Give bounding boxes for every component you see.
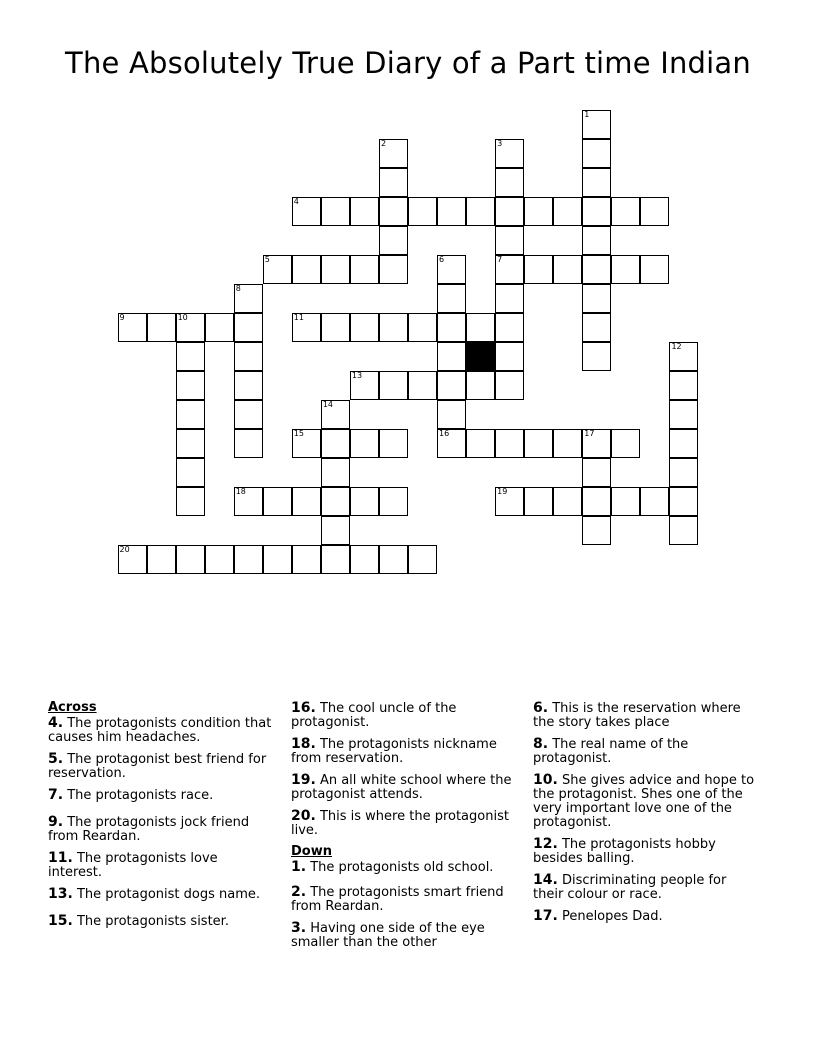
grid-cell[interactable] [379,197,408,226]
clue-text: This is the reservation where the story takes place [533,701,741,730]
grid-cell[interactable] [234,342,263,371]
grid-cell[interactable] [263,487,292,516]
clue-number: 3. [291,920,307,936]
grid-cell[interactable] [495,139,524,168]
grid-cell[interactable] [176,429,205,458]
grid-cell[interactable] [176,400,205,429]
grid-cell[interactable] [408,197,437,226]
clue-across-13 [48,887,273,902]
clue-text: The cool uncle of the protagonist. [291,701,457,730]
clue-number: 19. [291,772,316,788]
clue-text: The protagonists love interest. [48,851,218,880]
clue-down-1 [291,860,516,875]
grid-cell[interactable] [553,255,582,284]
clue-number: 6. [533,700,549,716]
grid-cell[interactable] [321,545,350,574]
grid-cell[interactable] [611,429,640,458]
clue-across-16 [291,701,516,730]
grid-cell[interactable] [321,255,350,284]
black-square [466,342,495,371]
grid-cell[interactable] [495,313,524,342]
clue-column-3 [533,701,758,931]
grid-cell[interactable] [379,487,408,516]
clue-number: 11. [48,850,73,866]
grid-cell[interactable] [350,255,379,284]
grid-cell[interactable] [524,255,553,284]
grid-cell[interactable] [437,197,466,226]
clue-number: 9. [48,814,64,830]
cell-number: 19 [497,487,508,497]
clue-number: 12. [533,836,558,852]
grid-cell[interactable] [379,545,408,574]
across-heading: Across [48,700,97,715]
cell-number: 20 [119,545,130,555]
grid-cell[interactable] [611,487,640,516]
grid-cell[interactable] [205,313,234,342]
clue-number: 17. [533,908,558,924]
grid-cell[interactable] [234,545,263,574]
grid-cell[interactable] [582,197,611,226]
cell-number: 4 [293,196,299,206]
cell-number: 14 [322,400,334,409]
grid-cell[interactable] [321,458,350,487]
grid-cell[interactable] [611,197,640,226]
grid-cell[interactable] [234,371,263,400]
grid-cell[interactable] [263,545,292,574]
clue-number: 4. [48,715,64,731]
grid-cell[interactable] [379,255,408,284]
clue-text: The real name of the protagonist. [533,737,689,766]
grid-cell[interactable] [118,545,147,574]
grid-cell[interactable] [350,545,379,574]
cell-number: 5 [264,254,270,264]
grid-cell[interactable] [292,313,321,342]
grid-cell[interactable] [582,342,611,371]
grid-cell[interactable] [292,545,321,574]
clue-down-14 [533,873,758,902]
grid-cell[interactable] [205,545,234,574]
grid-cell[interactable] [292,487,321,516]
grid-cell[interactable] [466,429,495,458]
grid-cell[interactable] [350,487,379,516]
grid-cell[interactable] [234,313,263,342]
grid-cell[interactable] [582,313,611,342]
grid-cell[interactable] [350,371,379,400]
grid-cell[interactable] [437,429,466,458]
cell-number: 8 [235,283,241,293]
clue-across-4 [48,716,273,745]
clue-text: An all white school where the protagonist attends. [291,773,512,802]
clue-text: This is where the protagonist live. [291,809,509,838]
clue-across-20 [291,809,516,838]
grid-cell[interactable] [118,313,147,342]
clue-across-19 [291,773,516,802]
grid-cell[interactable] [582,226,611,255]
grid-cell[interactable] [582,429,611,458]
grid-cell[interactable] [321,400,350,429]
grid-cell[interactable] [263,255,292,284]
clue-number: 18. [291,736,316,752]
grid-cell[interactable] [582,110,611,139]
clue-down-6 [533,701,758,730]
clue-down-12 [533,837,758,866]
clue-down-10 [533,773,758,830]
cell-number: 15 [293,429,304,439]
grid-cell[interactable] [669,429,698,458]
grid-cell[interactable] [321,197,350,226]
cell-number: 12 [671,341,682,351]
clue-text: The protagonists hobby besides balling. [533,837,716,866]
clue-text: Discriminating people for their colour or race. [533,873,727,902]
grid-cell[interactable] [582,255,611,284]
grid-cell[interactable] [234,400,263,429]
grid-cell[interactable] [437,284,466,313]
clue-across-11 [48,851,273,880]
grid-cell[interactable] [321,516,350,545]
grid-cell[interactable] [379,168,408,197]
grid-cell[interactable] [524,429,553,458]
clue-text: Penelopes Dad. [561,909,663,924]
clue-text: The protagonists sister. [76,914,229,929]
clue-number: 10. [533,772,558,788]
grid-cell[interactable] [495,371,524,400]
cell-number: 2 [380,138,387,148]
cell-number: 17 [584,429,595,439]
grid-cell[interactable] [611,255,640,284]
grid-cell[interactable] [292,197,321,226]
clue-number: 1. [291,859,307,875]
grid-cell[interactable] [466,371,495,400]
grid-cell[interactable] [495,487,524,516]
grid-cell[interactable] [147,313,176,342]
clue-text: The protagonists nickname from reservation. [291,737,497,766]
clue-across-5 [48,752,273,781]
grid-cell[interactable] [495,197,524,226]
grid-cell[interactable] [292,255,321,284]
grid-cell[interactable] [147,545,176,574]
puzzle-title: The Absolutely True Diary of a Part time Indian [65,46,751,80]
grid-cell[interactable] [495,226,524,255]
clue-text: The protagonist dogs name. [76,887,261,902]
clue-number: 14. [533,872,558,888]
grid-cell[interactable] [350,429,379,458]
clue-text: The protagonists smart friend from Reardan. [291,885,504,914]
clue-across-7 [48,788,273,803]
cell-number: 7 [497,254,503,264]
grid-cell[interactable] [669,487,698,516]
cell-number: 11 [293,312,304,322]
cell-number: 10 [177,312,188,322]
clue-number: 16. [291,700,316,716]
grid-cell[interactable] [495,429,524,458]
clue-column-1 [48,701,273,936]
grid-cell[interactable] [176,545,205,574]
clue-number: 15. [48,913,73,929]
clue-text: The protagonist best friend for reservation. [48,752,267,781]
clue-across-15 [48,914,273,929]
grid-cell[interactable] [582,139,611,168]
grid-cell[interactable] [582,516,611,545]
grid-cell[interactable] [437,255,466,284]
grid-cell[interactable] [234,284,263,313]
grid-cell[interactable] [524,487,553,516]
clue-down-2 [291,885,516,914]
grid-cell[interactable] [379,371,408,400]
cell-number: 13 [351,370,363,380]
cell-number: 3 [497,138,503,148]
cell-number: 18 [235,487,246,497]
grid-cell[interactable] [437,313,466,342]
grid-cell[interactable] [582,168,611,197]
clue-down-3 [291,921,516,950]
cell-number: 16 [439,429,450,439]
clue-down-17 [533,909,758,924]
grid-cell[interactable] [582,458,611,487]
grid-cell[interactable] [321,487,350,516]
grid-cell[interactable] [669,371,698,400]
grid-cell[interactable] [379,226,408,255]
clue-number: 7. [48,787,64,803]
grid-cell[interactable] [379,313,408,342]
clue-number: 20. [291,808,316,824]
clue-across-18 [291,737,516,766]
grid-cell[interactable] [350,313,379,342]
grid-cell[interactable] [321,429,350,458]
clue-text: She gives advice and hope to the protagonist. Shes one of the very important love one of the protagonist. [533,773,755,830]
grid-cell[interactable] [640,197,669,226]
grid-cell[interactable] [640,487,669,516]
clue-text: The protagonists jock friend from Reardan. [48,815,250,844]
grid-cell[interactable] [495,284,524,313]
grid-cell[interactable] [350,197,379,226]
clue-number: 5. [48,751,64,767]
grid-cell[interactable] [321,313,350,342]
clue-number: 2. [291,884,307,900]
grid-cell[interactable] [553,487,582,516]
grid-cell[interactable] [437,371,466,400]
clue-across-9 [48,815,273,844]
grid-cell[interactable] [176,342,205,371]
grid-cell[interactable] [379,429,408,458]
grid-cell[interactable] [524,197,553,226]
grid-cell[interactable] [553,429,582,458]
clue-number: 8. [533,736,549,752]
grid-cell[interactable] [669,400,698,429]
grid-cell[interactable] [669,458,698,487]
cell-number: 1 [584,109,590,119]
clue-text: The protagonists condition that causes him headaches. [48,716,272,745]
grid-cell[interactable] [176,313,205,342]
clue-text: The protagonists old school. [310,860,494,875]
grid-cell[interactable] [176,487,205,516]
grid-cell[interactable] [176,371,205,400]
grid-cell[interactable] [495,168,524,197]
grid-cell[interactable] [234,487,263,516]
grid-cell[interactable] [553,197,582,226]
grid-cell[interactable] [437,400,466,429]
grid-cell[interactable] [234,429,263,458]
clue-down-8 [533,737,758,766]
grid-cell[interactable] [640,255,669,284]
grid-cell[interactable] [466,197,495,226]
grid-cell[interactable] [495,255,524,284]
grid-cell[interactable] [408,545,437,574]
grid-cell[interactable] [669,516,698,545]
grid-cell[interactable] [379,139,408,168]
grid-cell[interactable] [176,458,205,487]
clue-text: Having one side of the eye smaller than the other [291,921,485,950]
down-heading: Down [291,844,332,859]
grid-cell[interactable] [437,342,466,371]
clue-column-2 [291,701,516,957]
grid-cell[interactable] [582,284,611,313]
cell-number: 9 [119,312,125,322]
clue-number: 13. [48,886,73,902]
grid-cell[interactable] [669,342,698,371]
grid-cell[interactable] [582,487,611,516]
grid-cell[interactable] [292,429,321,458]
grid-cell[interactable] [495,342,524,371]
grid-cell[interactable] [408,313,437,342]
cell-number: 6 [439,254,445,264]
grid-cell[interactable] [466,313,495,342]
grid-cell[interactable] [408,371,437,400]
clue-text: The protagonists race. [67,788,214,803]
